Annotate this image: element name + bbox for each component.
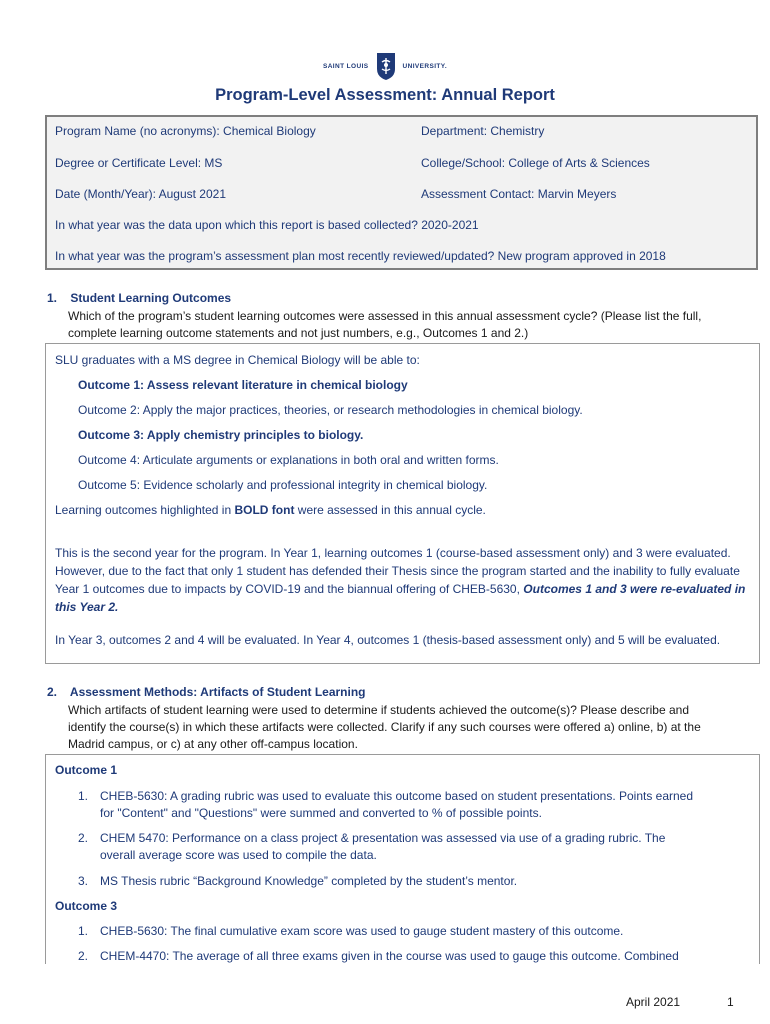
degree-level: Degree or Certificate Level: MS [55, 156, 223, 170]
future-plan: In Year 3, outcomes 2 and 4 will be evaluated. In Year 4, outcomes 1 (thesis-based assessment only) and 5 will be evaluated. [55, 633, 721, 647]
section2-heading [47, 685, 366, 699]
program-info-box [45, 115, 758, 270]
methods-box: Outcome 1 1. CHEB-5630: A grading rubric was used to evaluate this outcome based on student presentations. Points earned for "Content" and "Questions" were summed and converted to % of possible points. 2. CHEM 5470: Performance on a class project & presentation was assessed via use of a grading rubric. The overall average score was used to compile the data. 3. MS Thesis rubric “Background Knowledge” completed by the student’s mentor. Outcome 3 1. CHEB-5630: The final cumulative exam score was used to gauge student mastery of this outcome. 2. CHEM-4470: The average of all three exams given in the course was used to gauge this outcome. Combined [45, 754, 760, 964]
outcome-2: Outcome 2: Apply the major practices, theories, or research methodologies in chemical biology. [78, 403, 583, 417]
outcome-4: Outcome 4: Articulate arguments or explanations in both oral and written forms. [78, 453, 499, 467]
outcome1-label: Outcome 1 [55, 763, 118, 777]
data-year: In what year was the data upon which this report is based collected? 2020-2021 [55, 218, 479, 232]
assessment-contact: Assessment Contact: Marvin Meyers [421, 187, 617, 201]
outcomes-intro: SLU graduates with a MS degree in Chemical Biology will be able to: [55, 353, 420, 367]
section1-title: Student Learning Outcomes [70, 291, 232, 305]
report-date: Date (Month/Year): August 2021 [55, 187, 226, 201]
section2-title: Assessment Methods: Artifacts of Student Learning [69, 685, 366, 699]
bold-note: Learning outcomes highlighted in BOLD font were assessed in this annual cycle. [55, 503, 486, 517]
outcome-5: Outcome 5: Evidence scholarly and professional integrity in chemical biology. [78, 478, 488, 492]
university-logo [0, 49, 770, 83]
page-number: 1 [727, 995, 734, 1009]
page-title: Program-Level Assessment: Annual Report [215, 86, 555, 104]
logo-text-left: SAINT LOUIS [322, 62, 369, 70]
outcome-1: Outcome 1: Assess relevant literature in chemical biology [78, 378, 408, 392]
outcome-3: Outcome 3: Apply chemistry principles to biology. [78, 428, 364, 442]
department: Department: Chemistry [421, 124, 545, 138]
section1-heading [47, 291, 231, 305]
outcome3-label: Outcome 3 [55, 899, 118, 913]
section1-question: Which of the program’s student learning outcomes were assessed in this annual assessment cycle? (Please list the full, complete learning outcome statements and not just numbers, e.g., Outcomes 1 and 2.) [68, 309, 702, 340]
outcomes-box [45, 343, 760, 664]
logo-text-right: UNIVERSITY. [402, 62, 448, 70]
section2-number: 2. [47, 685, 58, 699]
program-name: Program Name (no acronyms): Chemical Biology [55, 124, 316, 138]
shield-crest-icon [375, 51, 397, 81]
plan-year: In what year was the program’s assessment plan most recently reviewed/updated? New program approved in 2018 [55, 249, 666, 263]
section1-number: 1. [47, 291, 58, 305]
college-school: College/School: College of Arts & Sciences [421, 156, 650, 170]
footer-date: April 2021 [626, 995, 681, 1009]
section2-question: Which artifacts of student learning were used to determine if students achieved the outcome(s)? Please describe and identify the course(s) in which these artifacts were collected. Clarify if any such courses were offered a) online, b) at the Madrid campus, or c) at any other off-campus location. [68, 703, 701, 751]
year-explanation: This is the second year for the program. In Year 1, learning outcomes 1 (course-based assessment only) and 3 were evaluated. However, due to the fact that only 1 student has defended their Thesis since the program started and the inability to fully evaluate Year 1 outcomes due to impacts by COVID-19 and the biannual offering of CHEB-5630, Outcomes 1 and 3 were re-evaluated in this Year 2. [55, 546, 746, 614]
